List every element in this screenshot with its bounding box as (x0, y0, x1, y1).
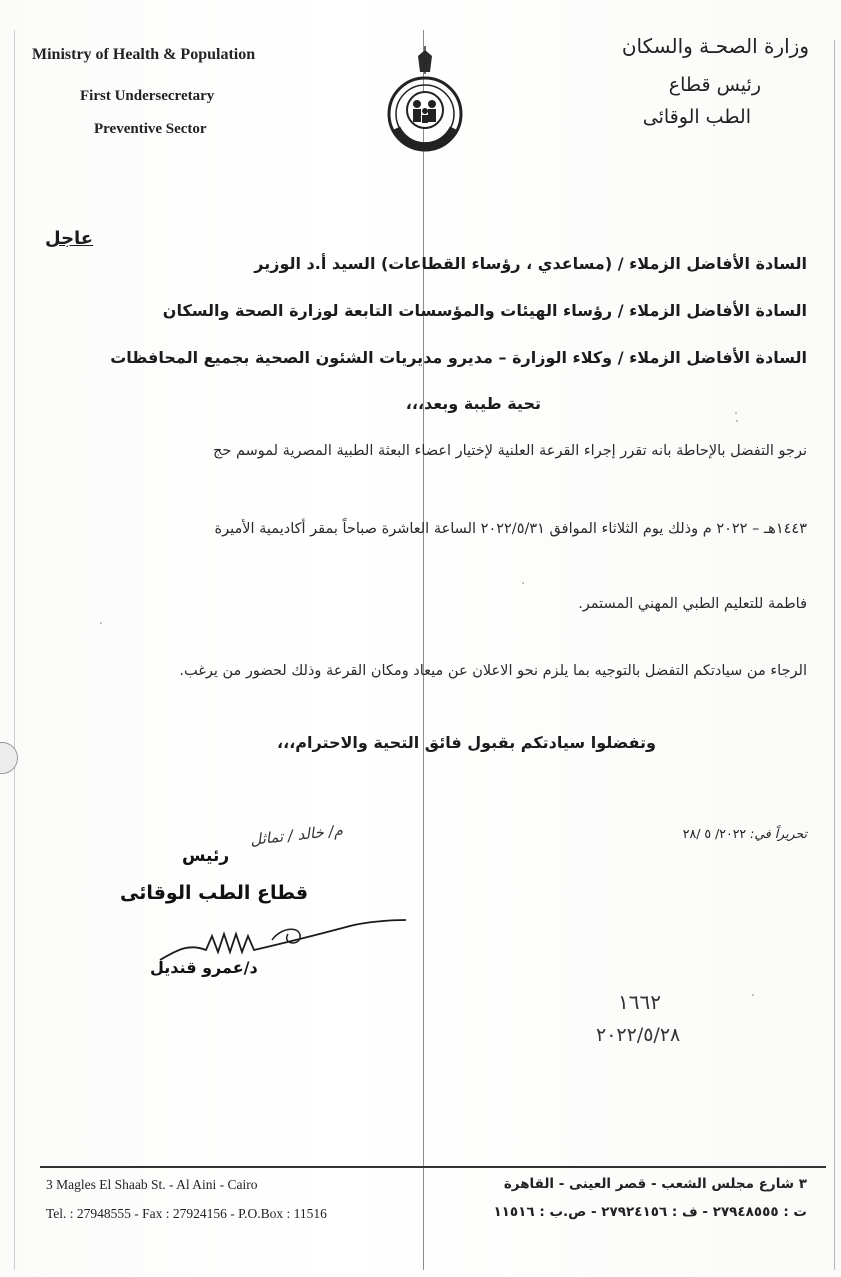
footer-address-en: 3 Magles El Shaab St. - Al Aini - Cairo (46, 1177, 258, 1192)
scan-speck (735, 412, 737, 414)
page-edge-left (14, 30, 15, 1270)
sector-name-en: Preventive Sector (94, 121, 207, 137)
scan-speck (100, 622, 102, 624)
addressee-line-2: السادة الأفاضل الزملاء / رؤساء الهيئات والمؤسسات التابعة لوزارة الصحة والسكان (162, 301, 807, 320)
footer-contacts-en: Tel. : 27948555 - Fax : 27924156 - P.O.Box : 11516 (46, 1206, 327, 1221)
sector-name-ar: الطب الوقائى (642, 106, 751, 128)
addressee-line-3: السادة الأفاضل الزملاء / وكلاء الوزارة – مديرو مديريات الشئون الصحية بجميع المحافظات (110, 348, 807, 367)
ministry-name-ar: وزارة الصحـة والسكان (621, 34, 809, 58)
paragraph-1-line-2: ١٤٤٣هـ – ٢٠٢٢ م وذلك يوم الثلاثاء الموافق ٢٠٢٢/٥/٣١ الساعة العاشرة صباحاً بمقر أكاديمية الأميرة (214, 521, 807, 537)
signature-title-line-1: رئيس (182, 846, 230, 866)
office-title-en: First Undersecretary (80, 88, 215, 104)
issue-date-label: تحريراً في: (750, 826, 807, 841)
paragraph-2: الرجاء من سيادتكم التفضل بالتوجيه بما يلزم نحو الاعلان عن ميعاد ومكان القرعة وذلك لحضور من يرغب. (179, 663, 807, 679)
addressee-line-1: السادة الأفاضل الزملاء / (مساعدي ، رؤساء القطاعات) السيد أ.د الوزير (254, 254, 807, 273)
footer-contacts-ar: ت : ٢٧٩٤٨٥٥٥ - ف : ٢٧٩٢٤١٥٦ - ص.ب : ١١٥١٦ (493, 1204, 807, 1220)
footer-divider (40, 1166, 826, 1168)
ministry-emblem-icon (382, 46, 468, 156)
fold-line (423, 30, 424, 1270)
closing-line: وتفضلوا سيادتكم بقبول فائق التحية والاحترام،،، (277, 733, 656, 752)
signatory-name: د/عمرو قنديل (150, 958, 258, 977)
paragraph-1-line-3: فاطمة للتعليم الطبي المهني المستمر. (578, 596, 807, 612)
issue-date-value: ٢٠٢٢/ ٥ /٢٨ (682, 826, 747, 841)
ministry-name-en: Ministry of Health & Population (32, 46, 256, 63)
scan-speck (752, 994, 754, 996)
handwritten-reference-date: ٢٠٢٢/٥/٢٨ (596, 1024, 681, 1046)
handwritten-reference-number: ١٦٦٢ (618, 990, 661, 1014)
greeting: تحية طيبة وبعد،،، (405, 394, 541, 413)
signature-title-line-2: قطاع الطب الوقائى (120, 882, 309, 904)
scan-speck (736, 420, 738, 422)
handwritten-note: م/ خالد / تماثل (249, 821, 344, 849)
issue-date (683, 826, 807, 841)
office-title-ar: رئيس قطاع (668, 74, 761, 96)
paragraph-1-line-1: نرجو التفضل بالإحاطة بانه تقرر إجراء القرعة العلنية لإختيار اعضاء البعثة الطبية المصرية لموسم حج (213, 443, 807, 459)
page-edge-right (834, 40, 835, 1270)
scan-speck (522, 582, 524, 584)
punch-hole (0, 742, 18, 774)
urgent-label: عاجل (45, 228, 94, 249)
footer-address-ar: ٣ شارع مجلس الشعب - قصر العينى - القاهرة (503, 1176, 807, 1192)
